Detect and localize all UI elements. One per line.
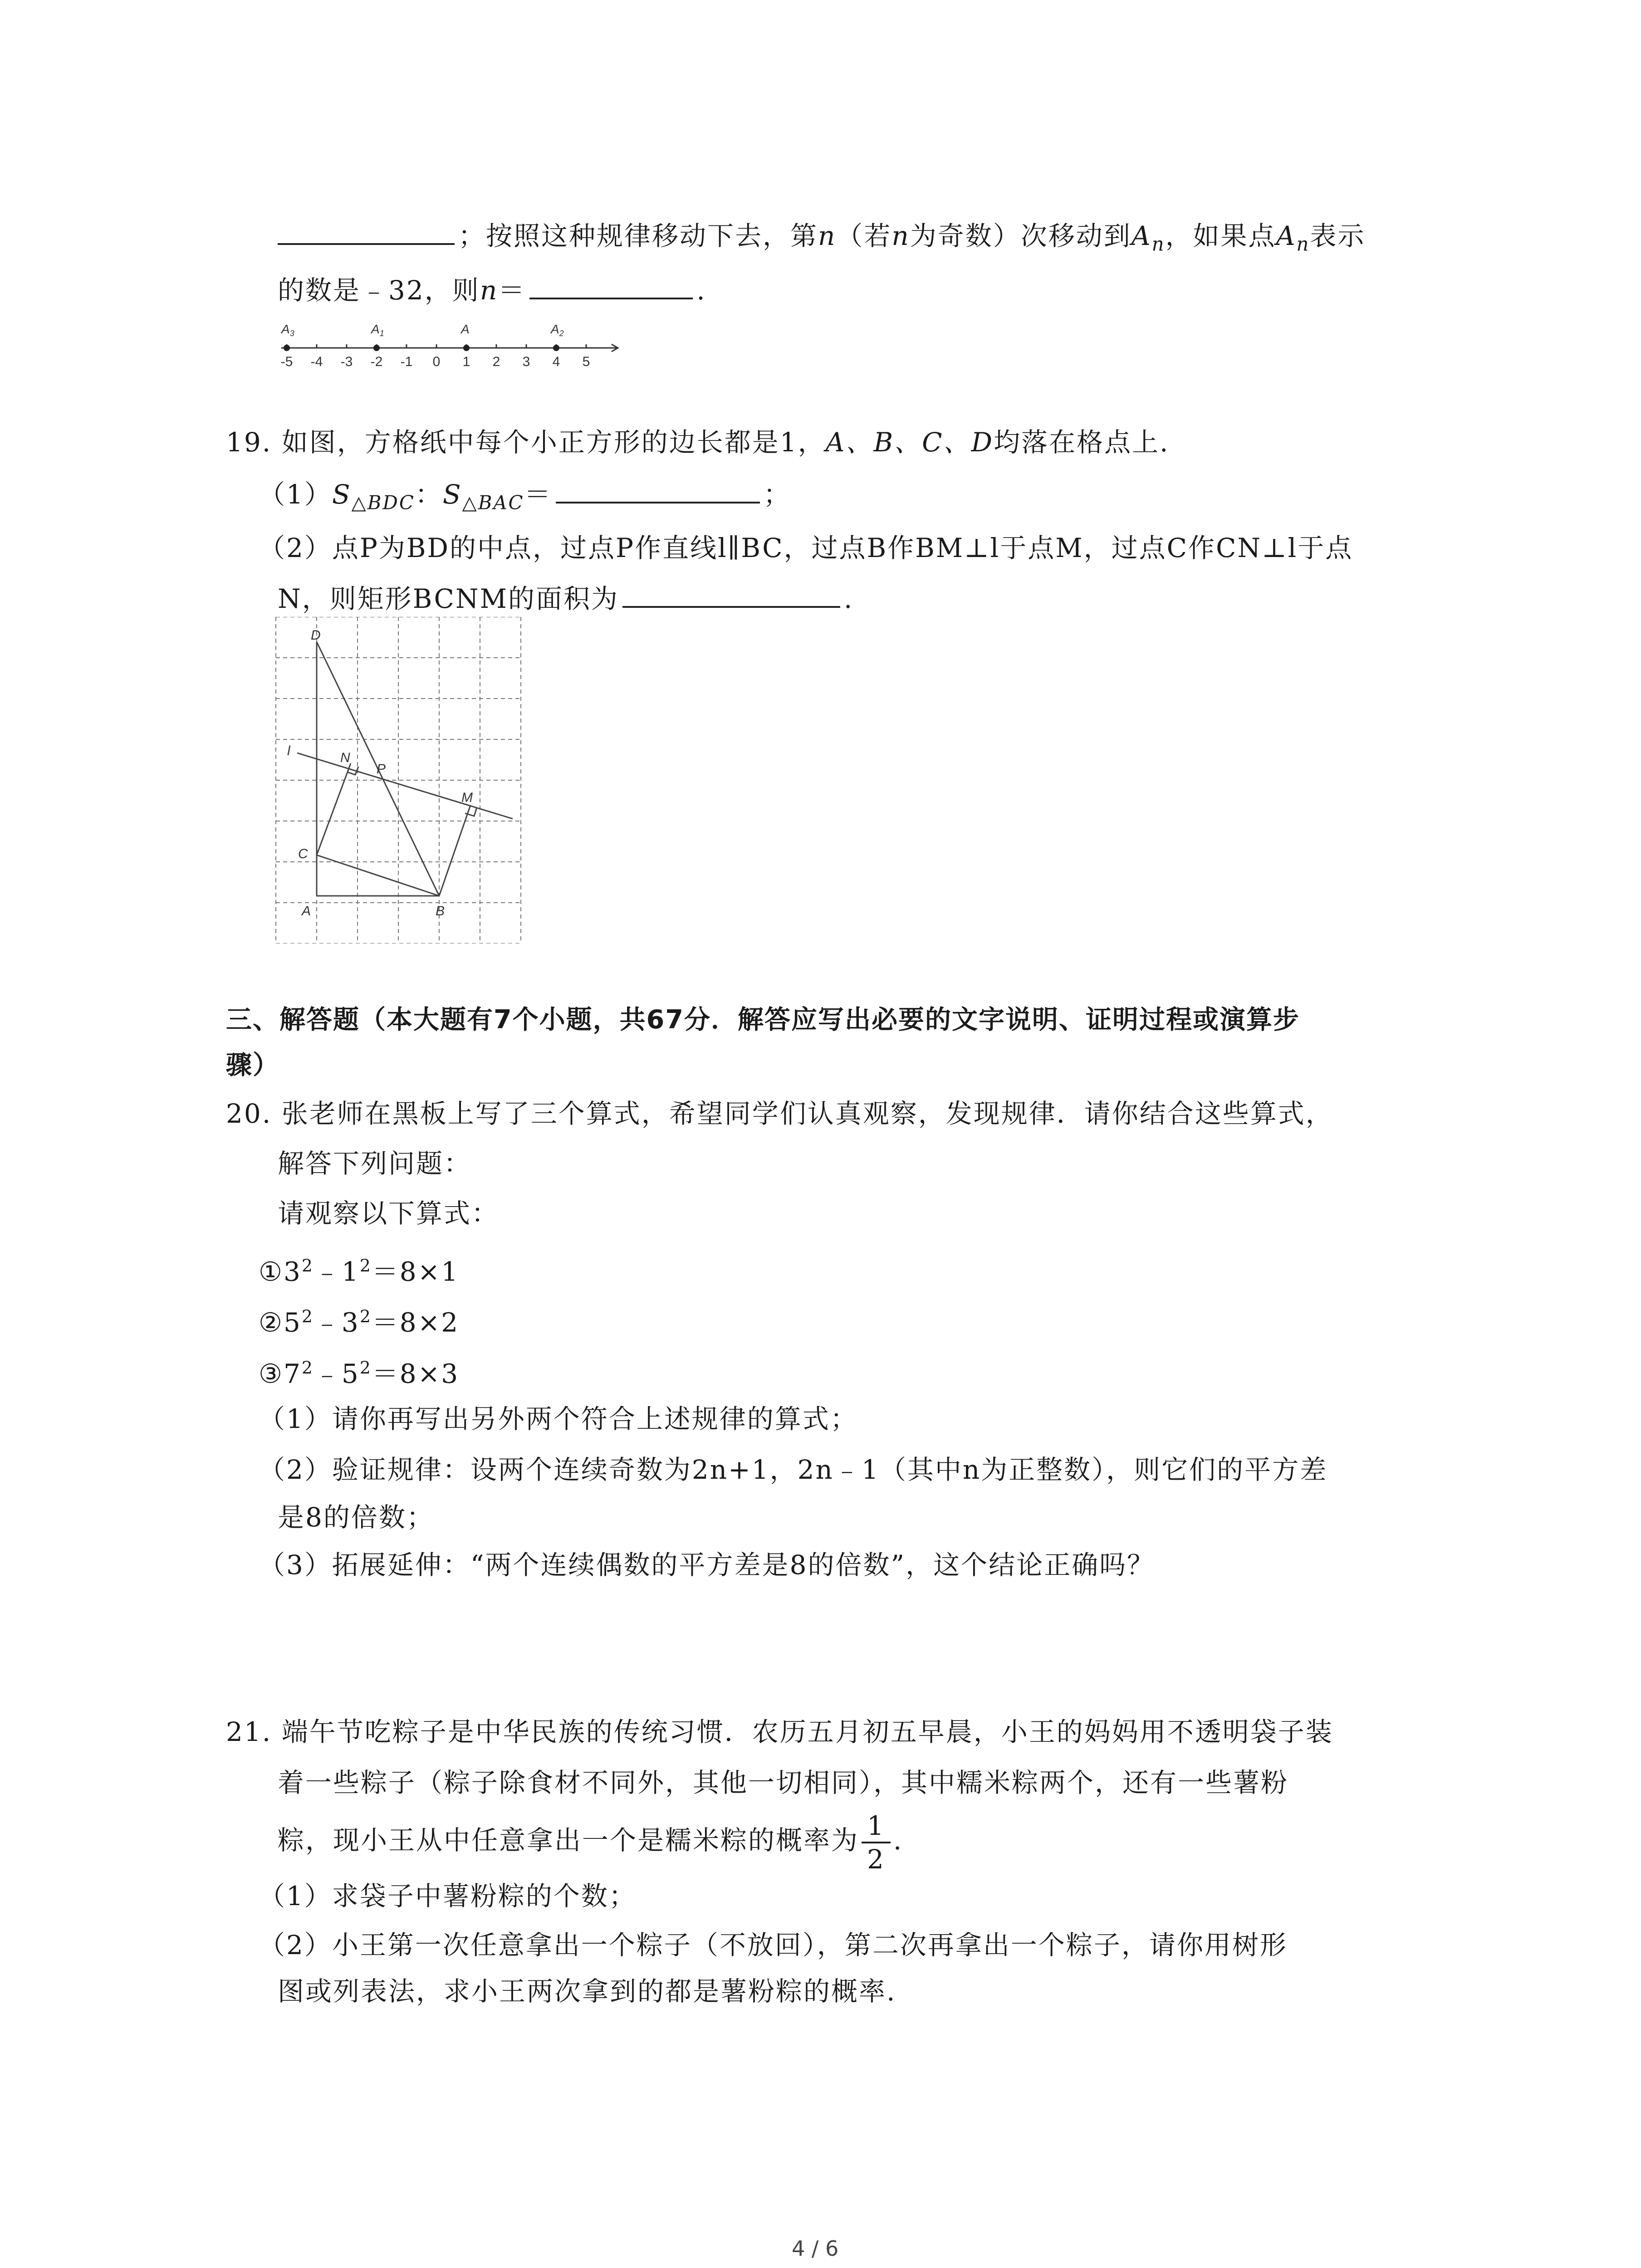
answer-blank	[556, 477, 760, 503]
point-label: $A_2$	[551, 322, 564, 338]
tick-label: -4	[310, 354, 323, 369]
point-dot	[553, 345, 559, 351]
point-label: $A_3$	[281, 322, 294, 338]
answer-blank	[622, 582, 840, 608]
q20-eq-1: $①3^2﹣1^2=8\times 1$	[259, 1256, 460, 1287]
q20-part2-line2: 是8的倍数；	[278, 1502, 434, 1533]
label-M: M	[461, 790, 473, 805]
q19-part2-line1: （2）点P为BD的中点，过点P作直线l∥BC，过点B作BM⊥l于点M，过点C作CN⊥l于点	[259, 533, 1353, 563]
q21-part1: （1）求袋子中薯粉粽的个数；	[259, 1881, 637, 1911]
tick-label: -2	[370, 354, 383, 369]
tick-label: -1	[400, 354, 413, 369]
label-B: B	[436, 904, 445, 919]
q20-eq-3: $③7^2﹣5^2=8\times 3$	[259, 1358, 460, 1389]
q20-line2: 解答下列问题：	[278, 1148, 472, 1179]
q21-line1: 21. 端午节吃粽子是中华民族的传统习惯．农历五月初五早晨，小王的妈妈用不透明袋子装	[226, 1716, 1333, 1747]
q21-part2-line1: （2）小王第一次任意拿出一个粽子（不放回），第二次再拿出一个粽子，请你用树形	[259, 1930, 1288, 1960]
point-label: $A_1$	[371, 322, 384, 338]
fraction-one-half: $\frac{1}{2}$	[862, 1810, 891, 1875]
tick-label: 3	[522, 354, 530, 369]
q18-line1: ；按照这种规律移动下去，第n（若n为奇数）次移动到$A_n$，如果点$A_n$表示	[278, 218, 1365, 263]
label-P: P	[377, 762, 386, 777]
q20-line1: 20. 张老师在黑板上写了三个算式，希望同学们认真观察，发现规律．请你结合这些算式，	[226, 1098, 1333, 1129]
label-N: N	[340, 750, 350, 765]
point-label: A	[461, 322, 470, 336]
answer-blank	[529, 273, 693, 299]
q21-line2: 着一些粽子（粽子除食材不同外，其他一切相同），其中糯米粽两个，还有一些薯粉	[278, 1767, 1289, 1798]
label-D: D	[311, 628, 321, 643]
page-number: 4 / 6	[792, 2236, 839, 2261]
tick-label: 2	[492, 354, 500, 369]
label-A: A	[302, 904, 311, 919]
answer-blank	[278, 219, 455, 245]
tick-label: 4	[552, 354, 560, 369]
tick-label: -5	[280, 354, 293, 369]
q19-part2-line2: N，则矩形BCNM的面积为 .	[278, 581, 853, 617]
grid-figure	[274, 617, 529, 943]
question-number: 21.	[226, 1716, 272, 1747]
q19-stem: 19. 如图，方格纸中每个小正方形的边长都是1，A、B、C、D均落在格点上.	[226, 427, 1170, 458]
point-dot	[463, 345, 470, 351]
section-heading-cont: 骤）	[226, 1050, 279, 1080]
point-dot	[373, 345, 380, 351]
q20-part2-line1: （2）验证规律：设两个连续奇数为2n+1，2n﹣1（其中n为正整数），则它们的平方差	[259, 1454, 1328, 1485]
q20-eq-2: $②5^2﹣3^2=8\times 2$	[259, 1306, 460, 1338]
label-l: l	[287, 743, 290, 758]
q20-part3: （3）拓展延伸：“两个连续偶数的平方差是8的倍数”，这个结论正确吗？	[259, 1549, 1155, 1580]
q20-line3: 请观察以下算式：	[278, 1198, 500, 1229]
question-number: 20.	[226, 1098, 272, 1129]
q21-line3: 粽，现小王从中任意拿出一个是糯米粽的概率为 $\frac{1}{2}$ .	[278, 1810, 903, 1875]
point-dot	[284, 345, 290, 351]
q20-part1: （1）请你再写出另外两个符合上述规律的算式；	[259, 1403, 858, 1434]
q21-part2-line2: 图或列表法，求小王两次拿到的都是薯粉粽的概率.	[278, 1976, 896, 2007]
question-number: 19.	[226, 427, 272, 458]
tick-label: -3	[340, 354, 353, 369]
label-C: C	[298, 846, 308, 861]
tick-label: 5	[582, 354, 590, 369]
tick-label: 1	[462, 354, 470, 369]
q19-part1: $(1)S_{\triangle BDC}$：$S_{\triangle BAC}=$ ；	[259, 476, 791, 521]
q18-line2: 的数是﹣32，则n＝ .	[278, 272, 706, 308]
tick-label: 0	[432, 354, 441, 369]
number-line-figure	[272, 315, 626, 374]
section-heading: 三、解答题（本大题有7个小题，共67分．解答应写出必要的文字说明、证明过程或演算步	[226, 1005, 1300, 1035]
